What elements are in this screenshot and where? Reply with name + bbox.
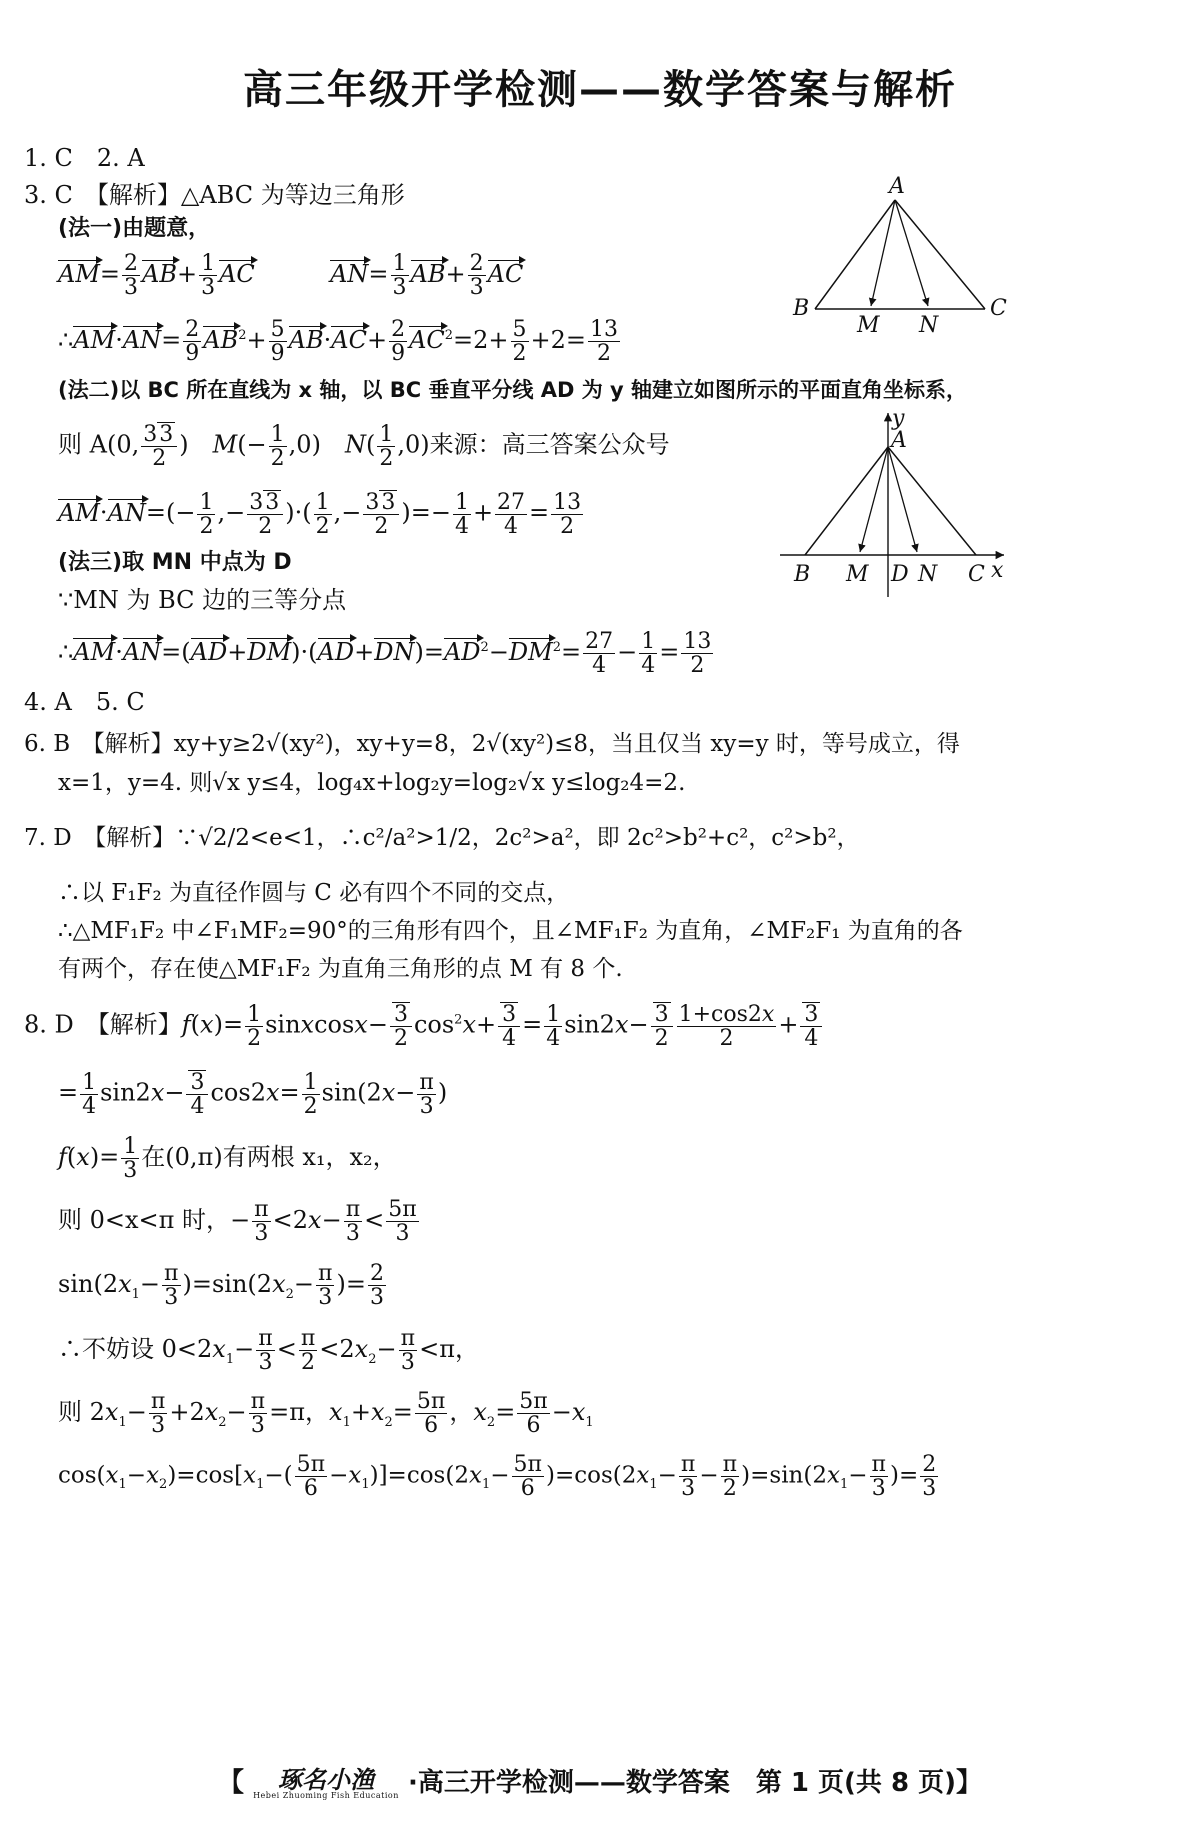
label-d: D [891, 562, 909, 587]
side-ab [805, 447, 888, 555]
q6-line-1: 6. B 【解析】xy+y≥2√(xy²)，xy+y=8，2√(xy²)≤8，当且仅当 xy=y 时，等号成立，得 [24, 731, 960, 757]
q8-heading: 8. D 【解析】 [24, 1010, 182, 1039]
coordinate-figure [780, 405, 1015, 600]
q3-method1-label: (法一)由题意， [58, 216, 211, 241]
answers-q4-q5: 4. A 5. C [24, 688, 145, 716]
side-ac [888, 447, 976, 555]
q8-line-1: 8. D 【解析】f(x)= $\frac{1}{2}$ sinxcosx− $\frac{3}{2}$ $\cos^2x+$ $\frac{3}{4}$ = $\frac{1}{4}$ sin2x− $\frac{3}{2}$ $\frac{1+\cos 2x}{2}$ + $\frac{3}{4}$ [24, 1002, 824, 1050]
q8-line-5: $\sin(2x_1-$ $\frac{\pi}{3}$ )$=\sin(2x_2-$ $\frac{\pi}{3}$ )= $\frac{2}{3}$ [58, 1261, 384, 1311]
q3-dot-product-method2: AM·AN=(− $\frac{1}{2}$ ,− $\frac{33}{2}$ )·( $\frac{1}{2}$ ,− $\frac{33}{2}$ )=− $\frac{1}{4}$ + $\frac{27}{4}$ = $\frac{13}{2}$ [58, 489, 582, 540]
q3-method2-text: (法二)以 BC 所在直线为 x 轴，以 BC 垂直平分线 AD 为 y 轴建立如图所示的平面直角坐标系， [58, 378, 968, 402]
q7-line-4: 有两个，存在使△MF₁F₂ 为直角三角形的点 M 有 8 个. [58, 956, 623, 982]
source-note: 来源：高三答案公众号 [429, 430, 670, 459]
q7-line-3: ∴△MF₁F₂ 中∠F₁MF₂=90°的三角形有四个，且∠MF₁F₂ 为直角，∠MF₂F₁ 为直角的各 [58, 918, 963, 944]
q3-dot-product-method1: ∴AM·AN= $\frac{2}{9}$ $AB^2+$ $\frac{5}{9}$ AB·AC+ $\frac{2}{9}$ $AC^2=2+$ $\frac{5}{2}$ +2= $\frac{13}{2}$ [58, 317, 619, 367]
q8-line-2: = $\frac{1}{4}$ sin2x− $\frac{3}{4}$ cos2x= $\frac{1}{2}$ sin(2x− $\frac{\pi}{3}$ ) [58, 1069, 448, 1120]
label-n: N [919, 313, 939, 338]
vector-an [895, 200, 928, 306]
brand-name: 琢名小渔 [277, 1764, 374, 1794]
label-y: y [892, 406, 905, 431]
q3-coordinates: 则 A(0, $\frac{33}{2}$ ) M(− $\frac{1}{2}$ ,0) N( $\frac{1}{2}$ ,0)来源：高三答案公众号 [58, 421, 670, 472]
label-c: C [968, 562, 985, 587]
footer-text: ·高三开学检测——数学答案 第 1 页(共 8 页)】 [407, 1768, 982, 1798]
q8-line-8: $\cos(x_1-x_2)=\cos[x_1-$( $\frac{5\pi}{6}$ $-x_1)]=\cos(2x_1-$ $\frac{5\pi}{6}$ )$=\cos(2x_1-$ $\frac{\pi}{3}$ − $\frac{\pi}{2}$ )$=\sin(2x_1-$ $\frac{\pi}{3}$ )= $\frac{2}{3}$ [58, 1452, 937, 1502]
label-b: B [794, 562, 811, 587]
q3-coords-prefix: 则 A(0, [58, 430, 140, 459]
q7-line-1: 7. D 【解析】∵√2/2<e<1，∴c²/a²>1/2，2c²>a²，即 2c²>b²+c²，c²>b²， [24, 825, 860, 851]
footer-bracket: 【 [217, 1768, 244, 1798]
vector-an [888, 447, 917, 552]
label-c: C [990, 296, 1007, 321]
q8-then2-prefix: 则 [58, 1398, 90, 1427]
q3-method3-because: ∵MN 为 BC 边的三等分点 [58, 586, 347, 614]
label-a: A [889, 175, 905, 199]
q7-line-2: ∴以 F₁F₂ 为直径作圆与 C 必有四个不同的交点， [58, 880, 570, 906]
q3-vector-definitions: AM= $\frac{2}{3}$ AB+ $\frac{1}{3}$ AC AN= $\frac{1}{3}$ AB+ $\frac{2}{3}$ AC [58, 251, 524, 301]
label-m: M [846, 562, 869, 587]
label-m: M [857, 313, 880, 338]
page-footer [0, 1762, 1200, 1800]
label-a: A [891, 428, 907, 453]
side-ac [895, 200, 985, 309]
q3-heading: 3. C 【解析】△ABC 为等边三角形 [24, 181, 405, 209]
label-n: N [918, 562, 938, 587]
page-title: 高三年级开学检测——数学答案与解析 [243, 67, 957, 113]
label-x: x [991, 558, 1004, 583]
q8-assume-prefix: ∴不妨设 [58, 1335, 162, 1364]
q8-line-3: f(x)= $\frac{1}{3}$ 在(0,π)有两根 x₁，x₂， [58, 1134, 397, 1184]
brand-logo [253, 1764, 399, 1800]
q8-then-prefix: 则 0<x<π 时， [58, 1206, 231, 1235]
answers-q1-q2: 1. C 2. A [24, 144, 145, 172]
vector-am [860, 447, 888, 552]
q8-line-6: ∴不妨设 $0<2x_1-$ $\frac{\pi}{3}$ < $\frac{\pi}{2}$ $<2x_2-$ $\frac{\pi}{3}$ <π， [58, 1326, 479, 1376]
q8-roots-text: 在(0,π)有两根 x₁，x₂， [141, 1143, 397, 1172]
q3-method3-label: (法三)取 MN 中点为 D [58, 550, 292, 575]
q3-dot-product-method3: $\therefore AM\cdot AN=(AD+DM)\cdot(AD+DN)=AD^2-DM^2=$ $\frac{27}{4}$ − $\frac{1}{4}$ = $\frac{13}{2}$ [58, 629, 712, 679]
q8-line-7: 则 $2x_1-$ $\frac{\pi}{3}$ $+2x_2-$ $\frac{\pi}{3}$ =π，$x_1+x_2=$ $\frac{5\pi}{6}$ ，$x_2=$ $\frac{5\pi}{6}$ $-x_1$ [58, 1389, 594, 1439]
q8-line-4: 则 0<x<π 时，− $\frac{\pi}{3}$ <2x− $\frac{\pi}{3}$ < $\frac{5\pi}{3}$ [58, 1197, 417, 1247]
triangle-figure [785, 175, 1015, 340]
brand-english: Hebei Zhuoming Fish Education [253, 1790, 399, 1800]
q6-line-2: x=1，y=4. 则√x y≤4，log₄x+log₂y=log₂√x y≤log₂4=2. [58, 770, 686, 796]
label-b: B [793, 296, 810, 321]
